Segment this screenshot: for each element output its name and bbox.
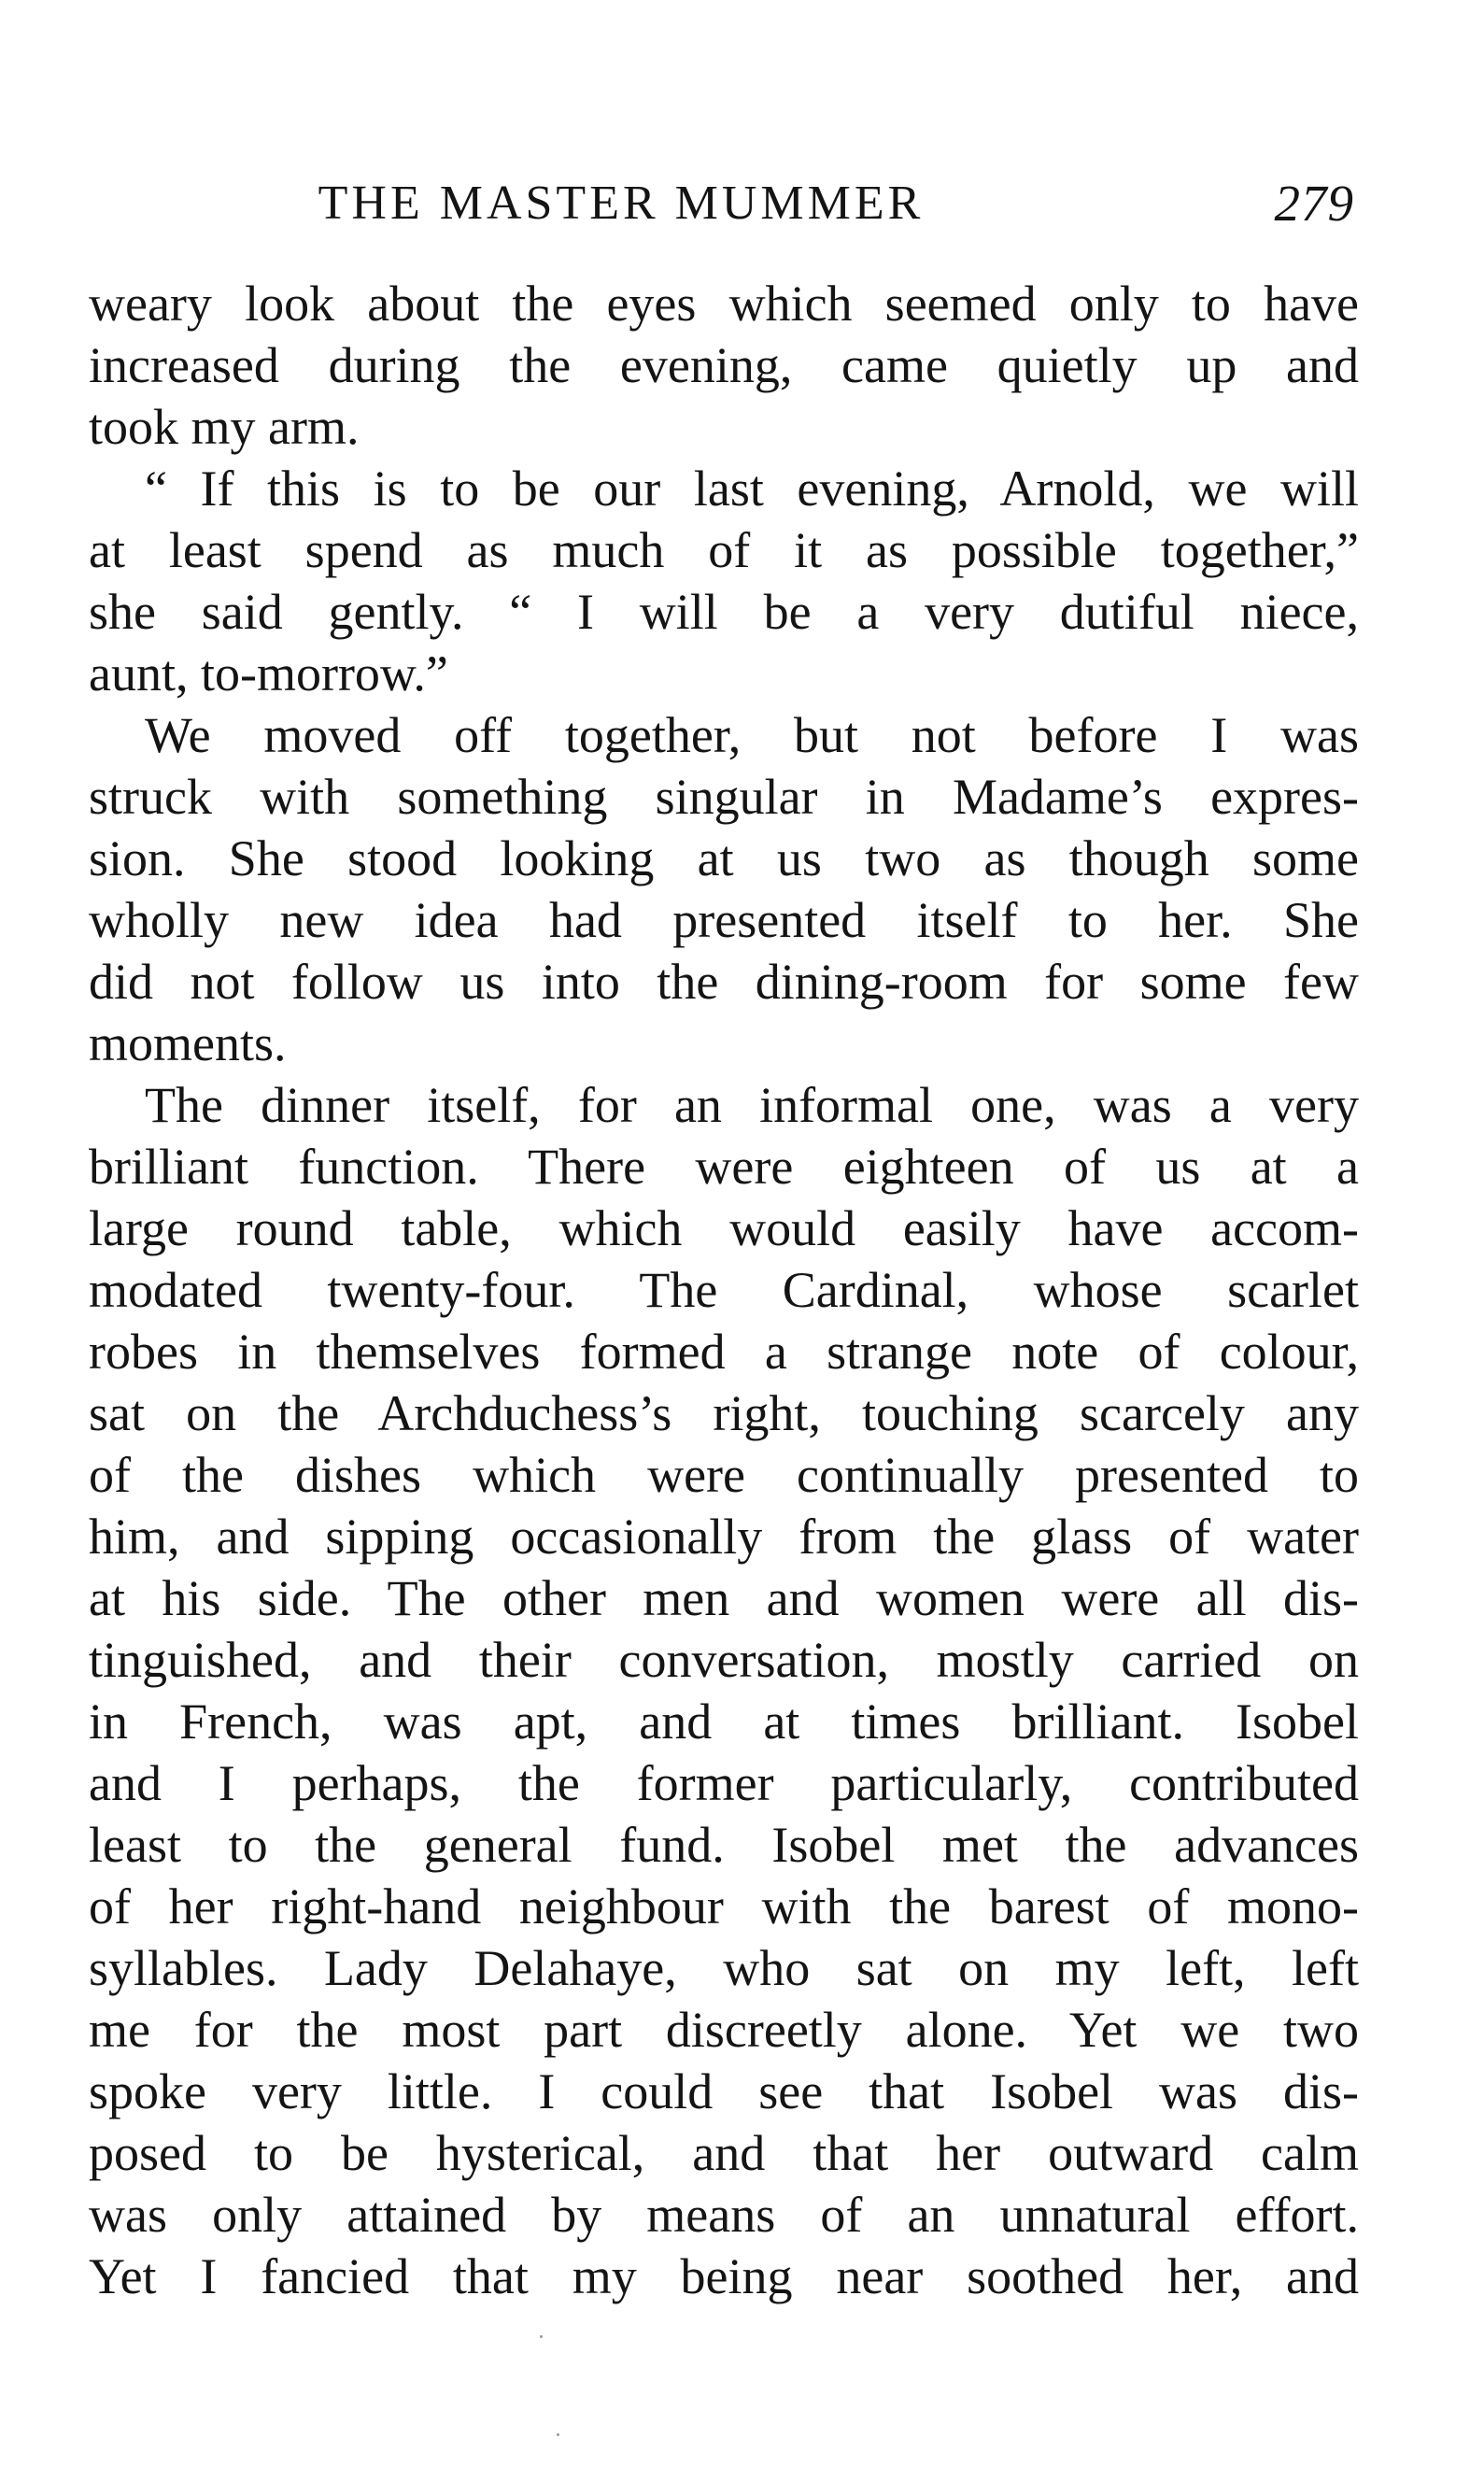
text-line: robes in themselves formed a strange note of colour, [89, 1324, 1359, 1380]
scan-speck [557, 2433, 559, 2436]
text-line: and I perhaps, the former particularly, contributed [89, 1755, 1359, 1811]
text-line: him, and sipping occasionally from the glass of water [89, 1509, 1359, 1565]
paragraph-1 [89, 273, 1359, 458]
paragraph-2 [89, 458, 1359, 704]
text-line: wholly new idea had presented itself to her. She [89, 892, 1359, 948]
text-line: at least spend as much of it as possible together,” [89, 522, 1359, 578]
paragraph-4 [89, 1074, 1359, 2307]
page-number: 279 [1274, 175, 1354, 232]
text-line: aunt, to-morrow.” [89, 645, 448, 702]
text-line: took my arm. [89, 399, 360, 455]
running-title: THE MASTER MUMMER [318, 177, 925, 230]
text-line: was only attained by means of an unnatural effort. [89, 2187, 1359, 2243]
text-line: The dinner itself, for an informal one, was a very [145, 1077, 1359, 1133]
text-line: at his side. The other men and women were all dis- [89, 1570, 1359, 1626]
text-line: me for the most part discreetly alone. Yet we two [89, 2002, 1359, 2058]
text-line: posed to be hysterical, and that her outward calm [89, 2125, 1359, 2181]
text-line: increased during the evening, came quietly up and [89, 337, 1359, 393]
text-line: Yet I fancied that my being near soothed her, and [89, 2248, 1359, 2304]
text-line: large round table, which would easily have accom- [89, 1200, 1359, 1256]
text-line: of her right-hand neighbour with the barest of mono- [89, 1878, 1359, 1935]
text-line: she said gently. “ I will be a very dutiful niece, [89, 584, 1359, 640]
text-line: spoke very little. I could see that Isobel was dis- [89, 2063, 1359, 2119]
running-head [89, 166, 1354, 241]
text-line: “ If this is to be our last evening, Arnold, we will [145, 461, 1359, 517]
text-line: tinguished, and their conversation, mostly carried on [89, 1632, 1359, 1688]
text-line: did not follow us into the dining-room for some few [89, 954, 1359, 1010]
text-line: in French, was apt, and at times brilliant. Isobel [89, 1694, 1359, 1750]
text-line: of the dishes which were continually presented to [89, 1447, 1359, 1503]
text-line: brilliant function. There were eighteen of us at a [89, 1139, 1359, 1195]
paragraph-3 [89, 704, 1359, 1074]
body-text [89, 273, 1359, 2307]
text-line: struck with something singular in Madame’s expres- [89, 769, 1359, 825]
text-line: sat on the Archduchess’s right, touching scarcely any [89, 1385, 1359, 1441]
text-line: sion. She stood looking at us two as though some [89, 830, 1359, 886]
text-line: least to the general fund. Isobel met the advances [89, 1817, 1359, 1873]
text-line: modated twenty-four. The Cardinal, whose scarlet [89, 1262, 1359, 1318]
text-line: syllables. Lady Delahaye, who sat on my left, left [89, 1940, 1359, 1996]
text-line: weary look about the eyes which seemed only to have [89, 276, 1359, 332]
text-line: moments. [89, 1015, 287, 1071]
text-line: We moved off together, but not before I was [145, 707, 1359, 763]
scan-speck [540, 2335, 543, 2338]
